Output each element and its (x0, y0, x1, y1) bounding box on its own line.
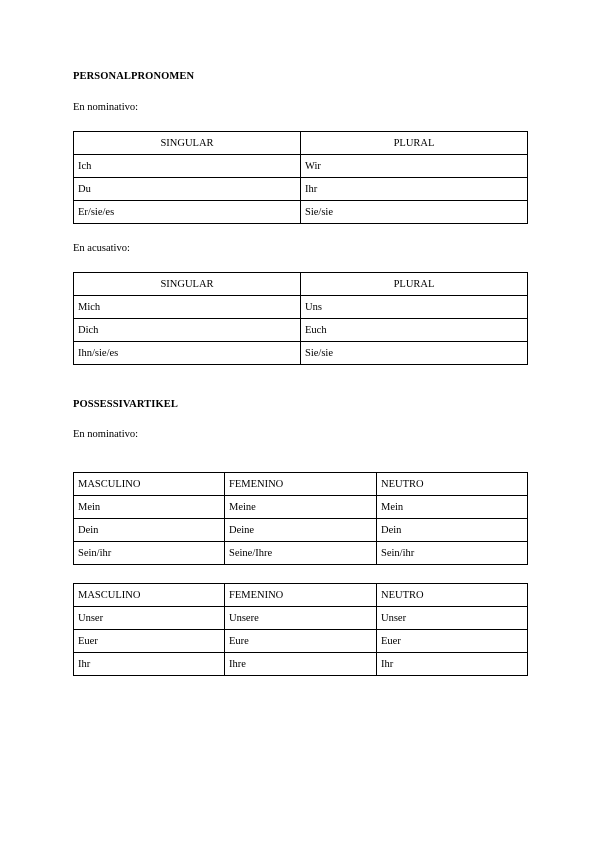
table-header-row (74, 273, 528, 296)
table-row (74, 319, 528, 342)
possessive-nominative-label: En nominativo: (73, 429, 139, 440)
personal-nominative-label: En nominativo: (73, 102, 139, 113)
header-singular: SINGULAR (74, 273, 301, 296)
header-masculino: MASCULINO (74, 584, 225, 607)
personalpronomen-heading: PERSONALPRONOMEN (73, 71, 195, 82)
header-plural: PLURAL (301, 132, 528, 155)
table-row (74, 296, 528, 319)
possessive-plural-table (73, 583, 528, 676)
table-row (74, 630, 528, 653)
table-cell: Sein/ihr (74, 542, 225, 565)
table-cell: Dein (377, 519, 528, 542)
table-cell: Dein (74, 519, 225, 542)
possessivartikel-heading: POSSESSIVARTIKEL (73, 399, 178, 410)
table-cell: Euer (74, 630, 225, 653)
table-cell: Ihr (74, 653, 225, 676)
table-header-row (74, 473, 528, 496)
table-cell: Dich (74, 319, 301, 342)
header-neutro: NEUTRO (377, 473, 528, 496)
table-cell: Sie/sie (301, 342, 528, 365)
table-cell: Unsere (225, 607, 377, 630)
header-masculino: MASCULINO (74, 473, 225, 496)
possessive-singular-table (73, 472, 528, 565)
table-cell: Uns (301, 296, 528, 319)
table-cell: Euer (377, 630, 528, 653)
table-cell: Deine (225, 519, 377, 542)
table-header-row (74, 132, 528, 155)
table-cell: Mein (74, 496, 225, 519)
table-cell: Sein/ihr (377, 542, 528, 565)
header-neutro: NEUTRO (377, 584, 528, 607)
table-cell: Wir (301, 155, 528, 178)
header-femenino: FEMENINO (225, 584, 377, 607)
table-cell: Ihre (225, 653, 377, 676)
table-cell: Meine (225, 496, 377, 519)
table-cell: Unser (377, 607, 528, 630)
table-cell: Mich (74, 296, 301, 319)
table-row (74, 178, 528, 201)
personal-accusative-label: En acusativo: (73, 243, 130, 254)
table-header-row (74, 584, 528, 607)
header-plural: PLURAL (301, 273, 528, 296)
table-cell: Du (74, 178, 301, 201)
header-singular: SINGULAR (74, 132, 301, 155)
personal-accusative-table (73, 272, 528, 365)
table-cell: Seine/Ihre (225, 542, 377, 565)
table-cell: Ihn/sie/es (74, 342, 301, 365)
table-cell: Unser (74, 607, 225, 630)
table-row (74, 496, 528, 519)
table-row (74, 519, 528, 542)
table-cell: Eure (225, 630, 377, 653)
personal-nominative-table (73, 131, 528, 224)
table-cell: Ihr (301, 178, 528, 201)
table-cell: Ich (74, 155, 301, 178)
header-femenino: FEMENINO (225, 473, 377, 496)
table-row (74, 542, 528, 565)
table-row (74, 653, 528, 676)
table-row (74, 201, 528, 224)
table-row (74, 342, 528, 365)
table-cell: Er/sie/es (74, 201, 301, 224)
table-row (74, 607, 528, 630)
table-cell: Euch (301, 319, 528, 342)
table-row (74, 155, 528, 178)
table-cell: Sie/sie (301, 201, 528, 224)
table-cell: Mein (377, 496, 528, 519)
table-cell: Ihr (377, 653, 528, 676)
